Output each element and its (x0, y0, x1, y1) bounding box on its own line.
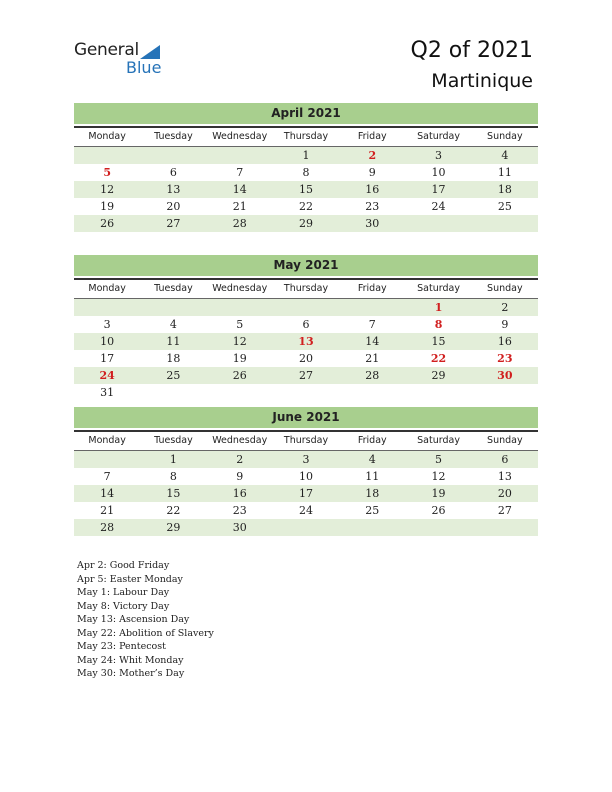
date-cell: 19 (431, 487, 446, 500)
date-cell: 22 (298, 200, 313, 213)
date-cell: 20 (166, 200, 181, 213)
week-row (74, 485, 538, 502)
weekday-label: Sunday (487, 283, 523, 294)
weekday-label: Friday (357, 435, 387, 446)
date-cell: 16 (497, 335, 512, 348)
weekday-label: Friday (357, 283, 387, 294)
date-cell: 10 (100, 335, 115, 348)
date-cell: 24 (431, 200, 446, 213)
date-cell: 29 (166, 521, 181, 534)
empty-date-cell (207, 384, 273, 401)
date-cell: 8 (169, 470, 177, 483)
date-cell: 12 (232, 335, 247, 348)
holiday-note: May 23: Pentecost (77, 641, 166, 652)
week-row (74, 198, 538, 215)
holiday-list (77, 559, 214, 681)
date-cell: 21 (232, 200, 247, 213)
date-cell: 4 (169, 318, 177, 331)
date-cell: 7 (236, 166, 244, 179)
empty-date-cell (405, 519, 471, 536)
empty-date-cell (472, 519, 538, 536)
week-row (74, 367, 538, 384)
date-cell: 10 (298, 470, 313, 483)
weekday-label: Saturday (417, 435, 460, 446)
date-cell: 13 (166, 183, 181, 196)
holiday-note: May 30: Mother’s Day (77, 668, 185, 679)
empty-date-cell (140, 384, 206, 401)
date-cell: 25 (166, 369, 181, 382)
week-row (74, 333, 538, 350)
holiday-date-cell: 5 (103, 166, 111, 179)
date-cell: 17 (431, 183, 446, 196)
weekday-label: Monday (88, 435, 126, 446)
empty-date-cell (405, 215, 471, 232)
empty-date-cell (405, 384, 471, 401)
date-cell: 2 (501, 301, 509, 314)
weekday-label: Saturday (417, 283, 460, 294)
date-cell: 24 (298, 504, 313, 517)
weekday-header-row (74, 278, 538, 299)
weekday-label: Friday (357, 131, 387, 142)
date-cell: 13 (497, 470, 512, 483)
date-cell: 9 (236, 470, 244, 483)
date-cell: 28 (365, 369, 380, 382)
holiday-note: May 22: Abolition of Slavery (77, 627, 214, 639)
date-cell: 9 (368, 166, 376, 179)
weekday-label: Tuesday (154, 435, 193, 446)
weekday-label: Wednesday (212, 131, 268, 142)
logo-text-blue: Blue (126, 58, 162, 77)
weekday-label: Thursday (283, 435, 329, 446)
weekday-label: Thursday (283, 283, 329, 294)
weekday-label: Wednesday (212, 435, 268, 446)
empty-date-cell (339, 299, 405, 316)
page-title: Q2 of 2021 (410, 38, 533, 63)
weekday-label: Tuesday (154, 283, 193, 294)
date-cell: 21 (365, 352, 380, 365)
weekday-label: Thursday (283, 131, 329, 142)
date-cell: 17 (100, 352, 115, 365)
date-cell: 7 (368, 318, 376, 331)
date-cell: 15 (298, 183, 313, 196)
date-cell: 26 (100, 217, 115, 230)
date-cell: 12 (100, 183, 115, 196)
empty-date-cell (273, 384, 339, 401)
date-cell: 3 (103, 318, 111, 331)
weekday-header-row (74, 126, 538, 147)
date-cell: 14 (365, 335, 380, 348)
holiday-date-cell: 8 (434, 318, 443, 331)
month-title: June 2021 (74, 407, 538, 428)
holiday-note: Apr 5: Easter Monday (77, 573, 183, 585)
date-cell: 22 (166, 504, 181, 517)
date-cell: 1 (302, 149, 310, 162)
date-cell: 18 (497, 183, 512, 196)
date-cell: 9 (501, 318, 509, 331)
week-row (74, 451, 538, 468)
date-cell: 3 (435, 149, 443, 162)
date-cell: 11 (166, 335, 181, 348)
date-cell: 1 (169, 453, 177, 466)
weekday-label: Wednesday (212, 283, 268, 294)
weekday-label: Saturday (417, 131, 460, 142)
date-cell: 26 (431, 504, 446, 517)
date-cell: 18 (166, 352, 181, 365)
date-cell: 23 (232, 504, 247, 517)
week-row (74, 502, 538, 519)
empty-date-cell (74, 299, 140, 316)
week-row (74, 147, 538, 164)
holiday-note: May 8: Victory Day (77, 600, 170, 612)
date-cell: 19 (232, 352, 247, 365)
date-cell: 18 (365, 487, 380, 500)
week-row (74, 164, 538, 181)
date-cell: 27 (298, 369, 313, 382)
holiday-note: May 24: Whit Monday (77, 654, 184, 666)
weekday-label: Monday (88, 283, 126, 294)
date-cell: 30 (232, 521, 247, 534)
date-cell: 15 (431, 335, 446, 348)
date-cell: 3 (302, 453, 310, 466)
date-cell: 5 (435, 453, 443, 466)
date-cell: 27 (166, 217, 181, 230)
month-calendar (74, 255, 538, 401)
date-cell: 14 (100, 487, 115, 500)
week-row (74, 181, 538, 198)
date-cell: 6 (501, 453, 509, 466)
date-cell: 2 (236, 453, 244, 466)
date-cell: 6 (169, 166, 177, 179)
date-cell: 21 (100, 504, 115, 517)
date-cell: 12 (431, 470, 446, 483)
date-cell: 14 (232, 183, 247, 196)
logo-text-general: General (74, 40, 139, 60)
date-cell: 19 (100, 200, 115, 213)
empty-date-cell (207, 147, 273, 164)
empty-date-cell (472, 215, 538, 232)
date-cell: 11 (497, 166, 512, 179)
empty-date-cell (472, 384, 538, 401)
holiday-note: May 13: Ascension Day (77, 614, 190, 625)
date-cell: 16 (232, 487, 247, 500)
date-cell: 23 (365, 200, 380, 213)
date-cell: 26 (232, 369, 247, 382)
empty-date-cell (140, 299, 206, 316)
month-calendar (74, 407, 538, 536)
week-row (74, 468, 538, 485)
empty-date-cell (339, 519, 405, 536)
weekday-label: Sunday (487, 131, 523, 142)
weekday-label: Monday (88, 131, 126, 142)
date-cell: 20 (298, 352, 313, 365)
holiday-date-cell: 1 (434, 301, 443, 314)
date-cell: 20 (497, 487, 512, 500)
empty-date-cell (273, 299, 339, 316)
date-cell: 6 (302, 318, 310, 331)
holiday-date-cell: 13 (298, 335, 314, 348)
weekday-label: Sunday (487, 435, 523, 446)
date-cell: 28 (100, 521, 115, 534)
date-cell: 11 (365, 470, 380, 483)
holiday-date-cell: 2 (368, 149, 377, 162)
date-cell: 29 (298, 217, 313, 230)
empty-date-cell (339, 384, 405, 401)
week-row (74, 519, 538, 536)
date-cell: 8 (302, 166, 310, 179)
date-cell: 29 (431, 369, 446, 382)
week-row (74, 299, 538, 316)
empty-date-cell (273, 519, 339, 536)
date-cell: 27 (497, 504, 512, 517)
date-cell: 28 (232, 217, 247, 230)
empty-date-cell (207, 299, 273, 316)
date-cell: 4 (368, 453, 376, 466)
holiday-note: Apr 2: Good Friday (77, 560, 170, 571)
date-cell: 31 (100, 386, 115, 399)
generalblue-logo (74, 40, 184, 80)
date-cell: 5 (236, 318, 244, 331)
month-title: May 2021 (74, 255, 538, 276)
week-row (74, 384, 538, 401)
week-row (74, 316, 538, 333)
logo-triangle-icon (140, 45, 160, 59)
holiday-note: May 1: Labour Day (77, 587, 170, 598)
date-cell: 30 (365, 217, 380, 230)
holiday-date-cell: 23 (497, 352, 513, 365)
date-cell: 25 (365, 504, 380, 517)
date-cell: 7 (103, 470, 111, 483)
holiday-date-cell: 30 (497, 369, 513, 382)
month-title: April 2021 (74, 103, 538, 124)
date-cell: 25 (497, 200, 512, 213)
holiday-date-cell: 22 (430, 352, 447, 365)
empty-date-cell (74, 451, 140, 468)
page-subtitle: Martinique (431, 70, 533, 92)
date-cell: 17 (298, 487, 313, 500)
holiday-date-cell: 24 (99, 369, 115, 382)
week-row (74, 350, 538, 367)
empty-date-cell (74, 147, 140, 164)
weekday-header-row (74, 430, 538, 451)
date-cell: 10 (431, 166, 446, 179)
empty-date-cell (140, 147, 206, 164)
month-calendar (74, 103, 538, 232)
week-row (74, 215, 538, 232)
date-cell: 16 (365, 183, 380, 196)
weekday-label: Tuesday (154, 131, 193, 142)
date-cell: 15 (166, 487, 181, 500)
date-cell: 4 (501, 149, 509, 162)
